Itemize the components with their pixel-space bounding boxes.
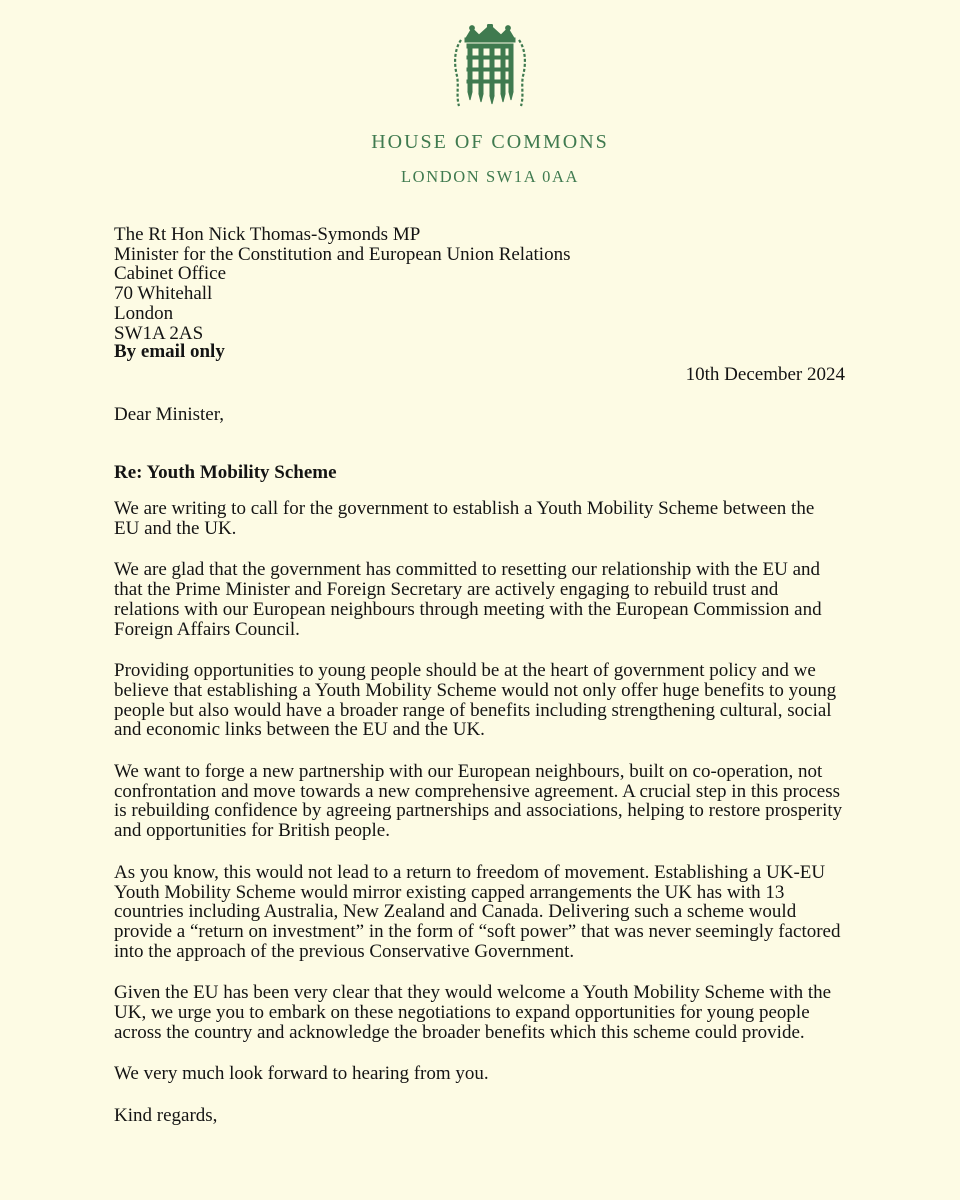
letter-body [114, 499, 844, 1148]
recipient-name: The Rt Hon Nick Thomas-Symonds MP [114, 224, 421, 245]
sign-off: Kind regards, [114, 1105, 218, 1127]
body-paragraph: We are glad that the government has committed to resetting our relationship with the EU and that the Prime Minister and Foreign Secretary are actively engaging to rebuild trust and relations with our European neighbours through meeting with the European Commission and Foreign Affairs Council. [114, 559, 822, 640]
recipient-street: 70 Whitehall [114, 283, 213, 305]
recipient-postcode: SW1A 2AS [114, 322, 204, 344]
portcullis-crest-icon [452, 24, 528, 110]
letter-date: 10th December 2024 [685, 364, 845, 385]
body-paragraph: Providing opportunities to young people should be at the heart of government policy and we believe that establishing a Youth Mobility Scheme would not only offer huge benefits to young people but also would have a broader range of benefits including strengthening cultural, social and economic links between the EU and the UK. [114, 660, 837, 741]
recipient-department: Cabinet Office [114, 263, 227, 285]
letterhead-title: HOUSE OF COMMONS [371, 131, 609, 153]
recipient-title: Minister for the Constitution and European Union Relations [114, 243, 571, 265]
salutation: Dear Minister, [114, 404, 225, 425]
recipient-city: London [114, 302, 174, 324]
body-paragraph: We are writing to call for the government to establish a Youth Mobility Scheme between the EU and the UK. [114, 498, 815, 539]
delivery-note: By email only [114, 341, 225, 362]
body-paragraph: We want to forge a new partnership with our European neighbours, built on co-operation, not confrontation and move towards a new comprehensive agreement. A crucial step in this process is rebuilding confidence by agreeing partnerships and associations, helping to restore prosperity and opportunities for British people. [114, 761, 843, 842]
letterhead-address: LONDON SW1A 0AA [401, 167, 579, 186]
body-paragraph: Given the EU has been very clear that they would welcome a Youth Mobility Scheme with the UK, we urge you to embark on these negotiations to expand opportunities for young people across the country and acknowledge the broader benefits which this scheme could provide. [114, 982, 832, 1043]
recipient-address-block [114, 225, 570, 343]
subject-line: Re: Youth Mobility Scheme [114, 462, 337, 483]
closing-line: We very much look forward to hearing from you. [114, 1063, 489, 1085]
body-paragraph: As you know, this would not lead to a return to freedom of movement. Establishing a UK-EU Youth Mobility Scheme would mirror existing capped arrangements the UK has with 13 countries including Australia, New Zealand and Canada. Delivering such a scheme would provide a “return on investment” in the form of “soft power” that was never seemingly factored into the approach of the previous Conservative Government. [114, 861, 841, 962]
